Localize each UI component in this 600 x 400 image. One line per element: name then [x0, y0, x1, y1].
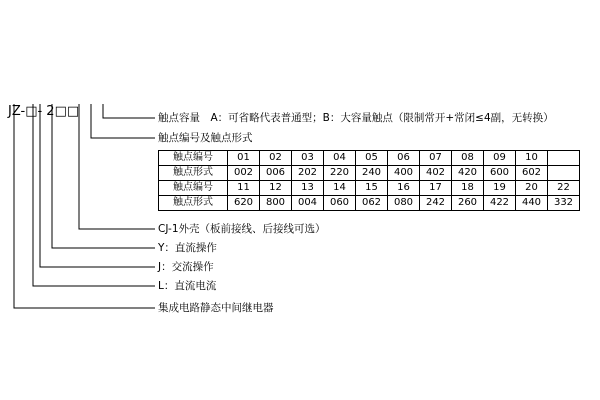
row-label: 触点编号 — [159, 151, 228, 166]
table-cell: 08 — [452, 151, 484, 166]
table-cell: 402 — [420, 166, 452, 181]
table-cell: 02 — [260, 151, 292, 166]
table-row — [159, 181, 580, 196]
table-cell: 16 — [388, 181, 420, 196]
row-label: 触点编号 — [159, 181, 228, 196]
table-cell: 15 — [356, 181, 388, 196]
table-cell: 620 — [228, 196, 260, 211]
table-cell: 400 — [388, 166, 420, 181]
table-cell: 19 — [484, 181, 516, 196]
table-cell: 13 — [292, 181, 324, 196]
note-product-name: 集成电路静态中间继电器 — [158, 302, 274, 314]
table-row — [159, 166, 580, 181]
table-cell: 420 — [452, 166, 484, 181]
row-label: 触点形式 — [159, 166, 228, 181]
note-ac-operation: J：交流操作 — [158, 261, 214, 273]
note-contact-capacity: 触点容量 A：可省略代表普通型；B：大容量触点（限制常开+常闭≤4副，无转换） — [158, 112, 554, 124]
table-cell: 602 — [516, 166, 548, 181]
table-cell: 22 — [548, 181, 580, 196]
row-label: 触点形式 — [159, 196, 228, 211]
table-row — [159, 151, 580, 166]
table-cell — [548, 166, 580, 181]
table-cell: 20 — [516, 181, 548, 196]
note-dc-operation: Y：直流操作 — [158, 242, 217, 254]
table-cell: 03 — [292, 151, 324, 166]
table-cell: 600 — [484, 166, 516, 181]
table-cell: 10 — [516, 151, 548, 166]
table-cell: 080 — [388, 196, 420, 211]
table-cell: 01 — [228, 151, 260, 166]
table-cell: 242 — [420, 196, 452, 211]
table-cell: 422 — [484, 196, 516, 211]
table-cell: 18 — [452, 181, 484, 196]
table-cell: 05 — [356, 151, 388, 166]
table-cell: 11 — [228, 181, 260, 196]
table-cell: 04 — [324, 151, 356, 166]
table-cell: 14 — [324, 181, 356, 196]
table-cell: 240 — [356, 166, 388, 181]
table-cell — [548, 151, 580, 166]
table-cell: 07 — [420, 151, 452, 166]
table-cell: 006 — [260, 166, 292, 181]
table-cell: 004 — [292, 196, 324, 211]
table-cell: 17 — [420, 181, 452, 196]
contact-code-table — [158, 150, 580, 211]
table-cell: 002 — [228, 166, 260, 181]
table-cell: 260 — [452, 196, 484, 211]
table-cell: 12 — [260, 181, 292, 196]
note-dc-current: L：直流电流 — [158, 280, 217, 292]
table-cell: 202 — [292, 166, 324, 181]
model-code-label: JZ-□- 2□□ — [8, 104, 80, 119]
table-cell: 220 — [324, 166, 356, 181]
table-cell: 800 — [260, 196, 292, 211]
note-contact-number-and-form: 触点编号及触点形式 — [158, 132, 253, 144]
table-row — [159, 196, 580, 211]
table-cell: 06 — [388, 151, 420, 166]
table-cell: 060 — [324, 196, 356, 211]
table-cell: 09 — [484, 151, 516, 166]
table-cell: 332 — [548, 196, 580, 211]
table-cell: 440 — [516, 196, 548, 211]
table-cell: 062 — [356, 196, 388, 211]
note-shell-type: CJ-1外壳（板前接线、后接线可选） — [158, 223, 326, 235]
